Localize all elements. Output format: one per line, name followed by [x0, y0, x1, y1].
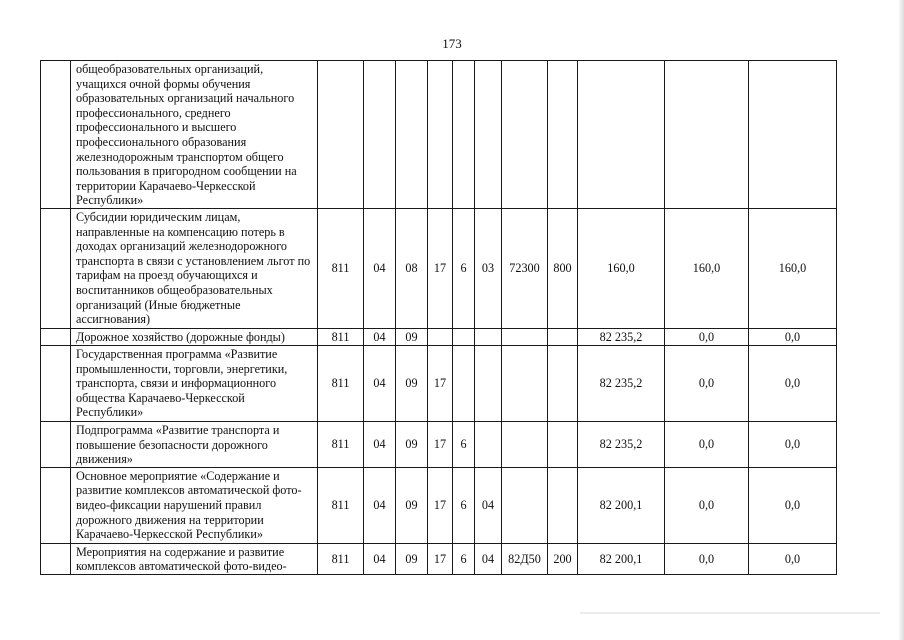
index-cell	[41, 209, 71, 329]
ministry-code-cell: 811	[318, 209, 364, 329]
subprogram-code-cell	[453, 346, 475, 422]
amount-year2-cell	[665, 61, 749, 209]
section-code-cell: 04	[364, 346, 396, 422]
amount-year2-cell: 0,0	[665, 422, 749, 468]
index-cell	[41, 543, 71, 574]
subprogram-code-cell: 6	[453, 543, 475, 574]
direction-code-cell: 72300	[502, 209, 548, 329]
table-row	[41, 346, 837, 422]
index-cell	[41, 61, 71, 209]
table-row	[41, 543, 837, 574]
measure-code-cell: 04	[475, 467, 502, 543]
amount-year3-cell: 0,0	[749, 329, 837, 346]
description-cell: Мероприятия на содержание и развитие комплексов автоматической фото-видео-	[71, 543, 318, 574]
subprogram-code-cell	[453, 61, 475, 209]
amount-year3-cell: 0,0	[749, 422, 837, 468]
measure-code-cell: 03	[475, 209, 502, 329]
expense-type-cell	[548, 61, 578, 209]
amount-year1-cell: 160,0	[578, 209, 665, 329]
table-row	[41, 209, 837, 329]
subsection-code-cell: 09	[396, 346, 428, 422]
table-row	[41, 329, 837, 346]
ministry-code-cell: 811	[318, 467, 364, 543]
amount-year2-cell: 0,0	[665, 346, 749, 422]
subprogram-code-cell: 6	[453, 422, 475, 468]
table-row	[41, 61, 837, 209]
subsection-code-cell	[396, 61, 428, 209]
section-code-cell: 04	[364, 422, 396, 468]
description-cell: Основное мероприятие «Содержание и развитие комплексов автоматической фото-видео-фиксации нарушений правил дорожного движения на территории Карачаево-Черкесской Республики»	[71, 467, 318, 543]
subprogram-code-cell: 6	[453, 467, 475, 543]
expense-type-cell	[548, 346, 578, 422]
subsection-code-cell: 09	[396, 543, 428, 574]
direction-code-cell	[502, 467, 548, 543]
scan-artifact-line	[580, 612, 880, 614]
amount-year3-cell: 160,0	[749, 209, 837, 329]
program-code-cell: 17	[428, 467, 453, 543]
ministry-code-cell: 811	[318, 329, 364, 346]
subsection-code-cell: 09	[396, 422, 428, 468]
description-cell: Дорожное хозяйство (дорожные фонды)	[71, 329, 318, 346]
direction-code-cell	[502, 422, 548, 468]
budget-table	[40, 60, 837, 575]
subprogram-code-cell	[453, 329, 475, 346]
expense-type-cell	[548, 329, 578, 346]
amount-year1-cell: 82 200,1	[578, 543, 665, 574]
index-cell	[41, 422, 71, 468]
amount-year3-cell: 0,0	[749, 467, 837, 543]
expense-type-cell	[548, 467, 578, 543]
expense-type-cell: 800	[548, 209, 578, 329]
program-code-cell	[428, 329, 453, 346]
page-number: 173	[442, 36, 462, 51]
measure-code-cell	[475, 61, 502, 209]
measure-code-cell	[475, 346, 502, 422]
direction-code-cell	[502, 61, 548, 209]
amount-year3-cell	[749, 61, 837, 209]
amount-year2-cell: 160,0	[665, 209, 749, 329]
index-cell	[41, 467, 71, 543]
amount-year3-cell: 0,0	[749, 346, 837, 422]
measure-code-cell	[475, 329, 502, 346]
scan-edge-shadow	[898, 0, 904, 640]
measure-code-cell: 04	[475, 543, 502, 574]
subprogram-code-cell: 6	[453, 209, 475, 329]
amount-year2-cell: 0,0	[665, 329, 749, 346]
index-cell	[41, 346, 71, 422]
amount-year1-cell: 82 235,2	[578, 346, 665, 422]
direction-code-cell	[502, 346, 548, 422]
table-row	[41, 467, 837, 543]
direction-code-cell	[502, 329, 548, 346]
ministry-code-cell: 811	[318, 346, 364, 422]
section-code-cell	[364, 61, 396, 209]
description-cell: Государственная программа «Развитие промышленности, торговли, энергетики, транспорта, связи и информационного общества Карачаево-Черкесской Республики»	[71, 346, 318, 422]
program-code-cell	[428, 61, 453, 209]
program-code-cell: 17	[428, 422, 453, 468]
section-code-cell: 04	[364, 543, 396, 574]
expense-type-cell	[548, 422, 578, 468]
amount-year1-cell: 82 235,2	[578, 422, 665, 468]
subsection-code-cell: 08	[396, 209, 428, 329]
ministry-code-cell: 811	[318, 543, 364, 574]
table-row	[41, 422, 837, 468]
program-code-cell: 17	[428, 346, 453, 422]
expense-type-cell: 200	[548, 543, 578, 574]
measure-code-cell	[475, 422, 502, 468]
section-code-cell: 04	[364, 329, 396, 346]
amount-year1-cell	[578, 61, 665, 209]
description-cell: Подпрограмма «Развитие транспорта и повышение безопасности дорожного движения»	[71, 422, 318, 468]
amount-year2-cell: 0,0	[665, 467, 749, 543]
section-code-cell: 04	[364, 209, 396, 329]
amount-year1-cell: 82 235,2	[578, 329, 665, 346]
ministry-code-cell	[318, 61, 364, 209]
program-code-cell: 17	[428, 209, 453, 329]
amount-year2-cell: 0,0	[665, 543, 749, 574]
description-cell: общеобразовательных организаций, учащихся очной формы обучения образовательных организаций начального профессионального, среднего профессионального и высшего профессионального образования железнодорожным транспортом общего пользования в пригородном сообщении на территории Карачаево-Черкесской Республики»	[71, 61, 318, 209]
index-cell	[41, 329, 71, 346]
ministry-code-cell: 811	[318, 422, 364, 468]
description-cell: Субсидии юридическим лицам, направленные на компенсацию потерь в доходах организаций железнодорожного транспорта в связи с установлением льгот по тарифам на проезд обучающихся и воспитанников общеобразовательных организаций (Иные бюджетные ассигнования)	[71, 209, 318, 329]
section-code-cell: 04	[364, 467, 396, 543]
amount-year3-cell: 0,0	[749, 543, 837, 574]
amount-year1-cell: 82 200,1	[578, 467, 665, 543]
subsection-code-cell: 09	[396, 329, 428, 346]
direction-code-cell: 82Д50	[502, 543, 548, 574]
program-code-cell: 17	[428, 543, 453, 574]
subsection-code-cell: 09	[396, 467, 428, 543]
